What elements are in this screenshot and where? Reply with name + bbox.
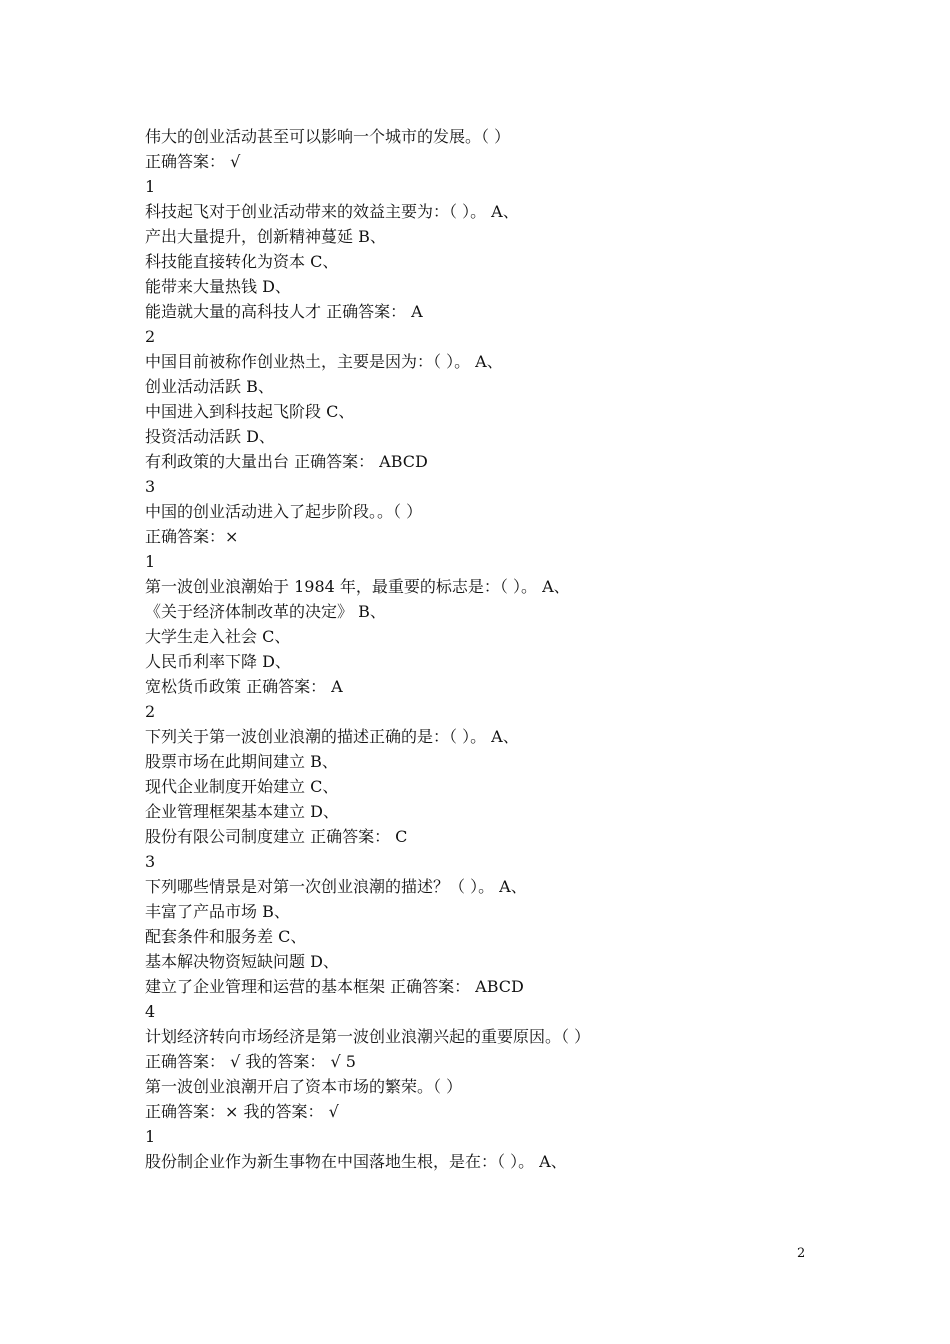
text-line: 正确答案：×: [145, 527, 239, 546]
text-line: 伟大的创业活动甚至可以影响一个城市的发展。（ ）: [145, 127, 511, 146]
text-line: 股份有限公司制度建立 正确答案： C: [145, 827, 408, 846]
text-line: 2: [145, 327, 156, 346]
text-line: 建立了企业管理和运营的基本框架 正确答案： ABCD: [145, 977, 524, 996]
text-line: 企业管理框架基本建立 D、: [145, 802, 339, 821]
text-line: 下列关于第一波创业浪潮的描述正确的是：（ ）。 A、: [145, 727, 519, 746]
text-line: 中国目前被称作创业热土，主要是因为：（ ）。 A、: [145, 352, 503, 371]
text-line: 投资活动活跃 D、: [145, 427, 275, 446]
text-line: 下列哪些情景是对第一次创业浪潮的描述？（ ）。 A、: [145, 877, 527, 896]
text-line: 创业活动活跃 B、: [145, 377, 274, 396]
text-line: 大学生走入社会 C、: [145, 627, 291, 646]
text-line: 正确答案： √: [145, 152, 241, 171]
text-line: 3: [145, 477, 156, 496]
text-line: 第一波创业浪潮始于 1984 年，最重要的标志是：（ ）。 A、: [145, 577, 570, 596]
text-line: 中国进入到科技起飞阶段 C、: [145, 402, 355, 421]
text-line: 产出大量提升，创新精神蔓延 B、: [145, 227, 386, 246]
text-line: 丰富了产品市场 B、: [145, 902, 290, 921]
text-line: 人民币利率下降 D、: [145, 652, 291, 671]
text-line: 第一波创业浪潮开启了资本市场的繁荣。（ ）: [145, 1077, 463, 1096]
text-line: 正确答案：× 我的答案： √: [145, 1102, 339, 1121]
text-line: 科技起飞对于创业活动带来的效益主要为：（ ）。 A、: [145, 202, 519, 221]
text-line: 1: [145, 1127, 156, 1146]
text-line: 配套条件和服务差 C、: [145, 927, 307, 946]
text-line: 基本解决物资短缺问题 D、: [145, 952, 339, 971]
document-body: [145, 124, 845, 1174]
text-line: 2: [145, 702, 156, 721]
text-line: 正确答案： √ 我的答案： √ 5: [145, 1052, 356, 1071]
text-line: 能带来大量热钱 D、: [145, 277, 291, 296]
page-number: 2: [797, 1246, 806, 1261]
text-line: 股票市场在此期间建立 B、: [145, 752, 338, 771]
text-line: 1: [145, 177, 156, 196]
text-line: 能造就大量的高科技人才 正确答案： A: [145, 302, 423, 321]
text-line: 有利政策的大量出台 正确答案： ABCD: [145, 452, 428, 471]
text-line: 《关于经济体制改革的决定》 B、: [145, 602, 386, 621]
text-line: 宽松货币政策 正确答案： A: [145, 677, 343, 696]
text-line: 科技能直接转化为资本 C、: [145, 252, 339, 271]
text-line: 3: [145, 852, 156, 871]
text-line: 1: [145, 552, 156, 571]
text-line: 计划经济转向市场经济是第一波创业浪潮兴起的重要原因。（ ）: [145, 1027, 591, 1046]
text-line: 中国的创业活动进入了起步阶段。。（ ）: [145, 502, 423, 521]
text-line: 股份制企业作为新生事物在中国落地生根，是在：（ ）。 A、: [145, 1152, 567, 1171]
text-line: 4: [145, 1002, 156, 1021]
text-line: 现代企业制度开始建立 C、: [145, 777, 339, 796]
